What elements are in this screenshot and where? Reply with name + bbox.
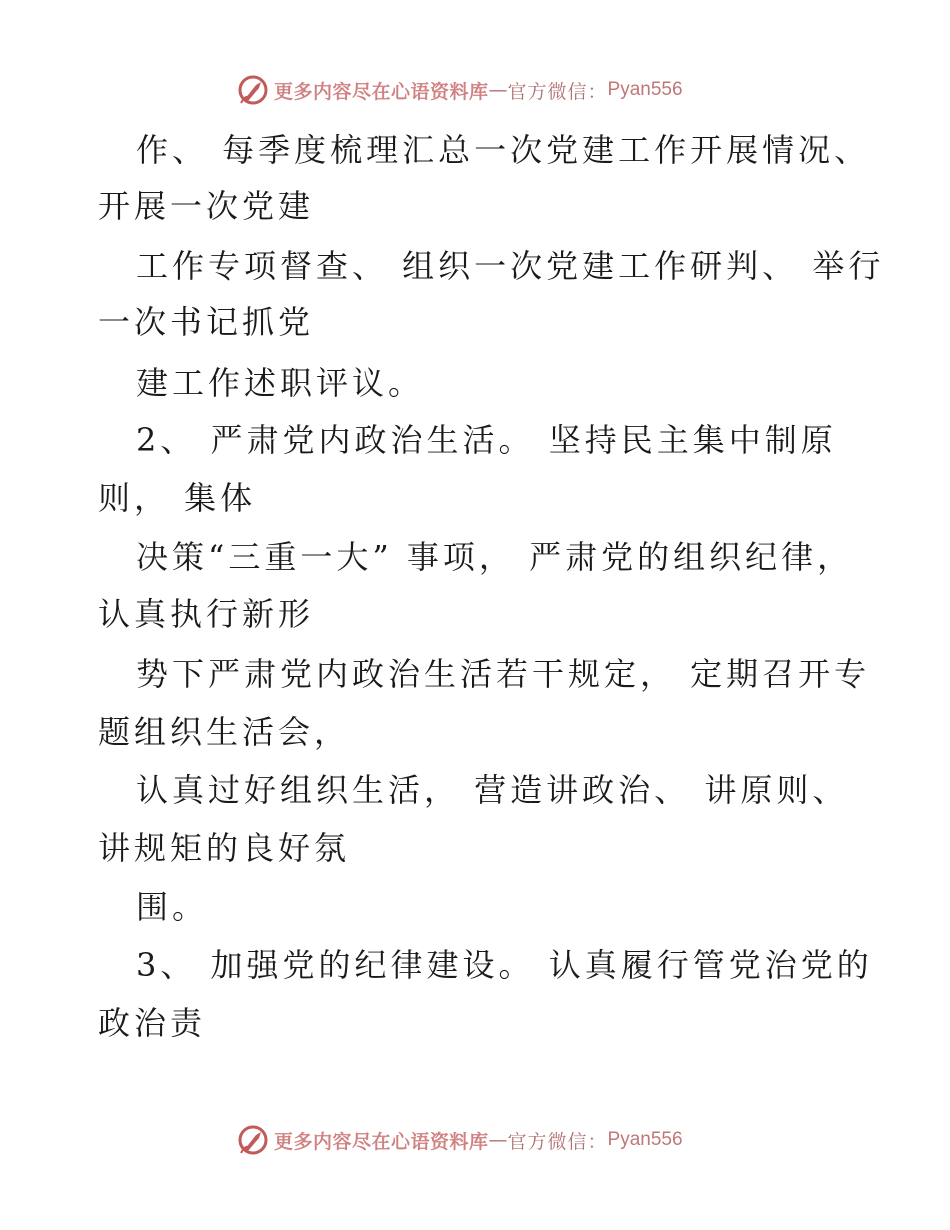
text-line: 一次书记抓党 [98,303,315,341]
pen-nib-circle-icon [236,73,270,107]
text-line: 作、 每季度梳理汇总一次党建工作开展情况、 [136,131,871,169]
footer-banner [236,1122,683,1158]
header-banner [236,72,683,108]
banner-account-label: 官方微信： [507,1130,608,1153]
text-line: 建工作述职评议。 [136,364,425,402]
banner-slogan: 更多内容尽在心语资料库 [274,1130,489,1153]
banner-account-handle: Pyan556 [607,79,683,100]
text-line: 2、 严肃党内政治生活。 坚持民主集中制原 [136,421,837,459]
text-line: 认真执行新形 [98,595,315,633]
banner-dash: — [488,79,508,101]
text-line: 讲规矩的良好氛 [98,829,351,867]
text-line: 势下严肃党内政治生活若干规定， 定期召开专 [136,655,871,693]
text-line: 3、 加强党的纪律建设。 认真履行管党治党的 [136,946,873,984]
text-line: 则， 集体 [98,479,257,517]
banner-dash: — [488,1129,508,1151]
text-line: 决策“三重一大” 事项， 严肃党的组织纪律， [136,538,854,576]
banner-slogan: 更多内容尽在心语资料库 [274,80,489,103]
text-line: 开展一次党建 [98,187,315,225]
banner-account-handle: Pyan556 [607,1129,683,1150]
pen-nib-circle-icon [236,1123,270,1157]
text-line: 工作专项督查、 组织一次党建工作研判、 举行 [136,247,885,285]
text-line: 题组织生活会， [98,713,351,751]
text-line: 围。 [136,888,209,926]
text-line: 认真过好组织生活， 营造讲政治、 讲原则、 [136,771,849,809]
banner-account-label: 官方微信： [507,80,608,103]
text-line: 政治责 [98,1004,207,1042]
